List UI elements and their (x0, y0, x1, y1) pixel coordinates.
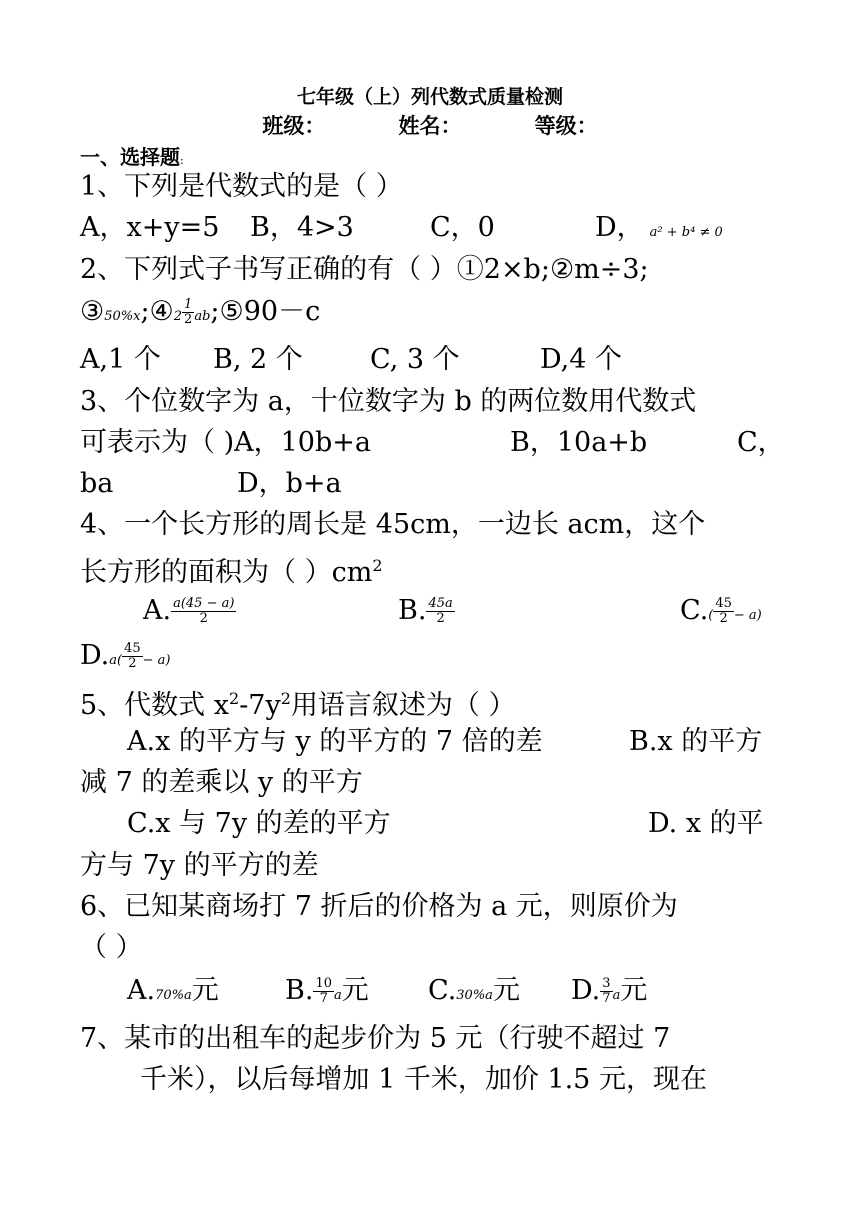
q1-option-d (595, 208, 723, 253)
q5-stem-b: -7y (239, 690, 281, 721)
q4-c-num: 45 (715, 596, 732, 611)
q5-option-c: C.x 与 7y 的差的平方 (127, 808, 391, 839)
q2-circle-3: ③ (80, 296, 105, 327)
q6-b-num: 10 (315, 976, 332, 991)
q4-option-b-frac (426, 597, 454, 626)
q6-option-b (285, 971, 369, 1016)
q4-option-a-frac (171, 597, 236, 626)
q6-d-label: D. (571, 975, 601, 1006)
q4-c-den: 2 (719, 611, 728, 626)
q4-line1: 4、一个长方形的周长是 45cm，一边长 acm，这个 (80, 509, 706, 540)
q4-d-den: 2 (128, 656, 137, 671)
q4-d-pre: a( (109, 653, 123, 668)
q1-option-a: A，x+y=5 (80, 212, 220, 243)
q6-line2: （ ） (80, 932, 143, 963)
q4-option-d-label: D. (80, 640, 110, 671)
page-title: 七年级（上）列代数式质量检测 (296, 86, 563, 108)
q2-option-d: D,4 个 (540, 344, 623, 375)
q6-d-frac (600, 977, 612, 1006)
q6-option-a (127, 971, 219, 1016)
q4-a-num: a(45 − a) (173, 596, 235, 611)
q7-line2: 千米），以后每增加 1 千米，加价 1.5 元，现在 (140, 1064, 707, 1095)
q5-option-d-cont: 方与 7y 的平方的差 (80, 850, 319, 881)
q5-sup2: 2 (280, 689, 291, 708)
q6-d-var: a (612, 988, 621, 1003)
q4-b-num: 45a (428, 596, 453, 611)
q4-option-a (143, 591, 236, 631)
q6-a-expr: 70%a (155, 988, 192, 1003)
q6-b-unit: 元 (341, 975, 369, 1006)
q6-option-c (428, 971, 520, 1016)
q2-percent-expr: 50%x (104, 309, 141, 324)
q4-option-b-label: B. (398, 595, 427, 626)
section-label: 一、选择题 (80, 145, 180, 169)
q6-d-den: 7 (602, 991, 611, 1006)
q4-c-pre: ( (708, 608, 714, 623)
q2-stem: 2、下列式子书写正确的有（ ）①2×b;②m÷3; (80, 254, 649, 285)
q4-option-a-label: A. (143, 595, 172, 626)
q1-option-b: B，4>3 (250, 212, 354, 243)
q7-line1: 7、某市的出租车的起步价为 5 元（行驶不超过 7 (80, 1023, 671, 1054)
q6-option-d (571, 971, 647, 1016)
section-colon: : (180, 154, 184, 167)
q4-line2 (80, 546, 383, 593)
q6-a-label: A. (127, 975, 156, 1006)
q1-stem: 1、下列是代数式的是（ ） (80, 171, 403, 202)
q4-option-d-frac (122, 642, 143, 671)
q1-option-c: C，0 (430, 212, 495, 243)
q5-stem-a: 5、代数式 x (80, 690, 229, 721)
q6-a-unit: 元 (191, 975, 219, 1006)
q2-option-b: B, 2 个 (213, 344, 303, 375)
q3-option-c-value: ba (80, 468, 114, 499)
q5-option-b: B.x 的平方 (629, 726, 763, 757)
q2-option-a: A,1 个 (80, 344, 161, 375)
q5-stem-c: 用语言叙述为（ ） (290, 690, 516, 721)
q2-mixed-fraction (182, 298, 194, 327)
q5-sup1: 2 (229, 689, 240, 708)
q4-c-post: − a) (733, 608, 762, 623)
q4-option-c-label: C. (680, 595, 709, 626)
q6-b-frac (313, 977, 334, 1006)
q6-c-expr: 30%a (456, 988, 493, 1003)
q4-sup: 2 (372, 556, 383, 575)
q2-mixed-whole: 2 (173, 309, 183, 324)
q4-b-den: 2 (436, 611, 445, 626)
q4-option-d (80, 636, 171, 681)
q6-b-var: a (333, 988, 342, 1003)
q2-circle-5: ;⑤90－c (210, 296, 321, 327)
q2-circle-4: ;④ (140, 296, 174, 327)
q6-c-unit: 元 (492, 975, 520, 1006)
q4-d-num: 45 (124, 641, 141, 656)
q1-option-d-expr: a² + b⁴ ≠ 0 (649, 225, 723, 240)
q5-option-b-cont: 减 7 的差乘以 y 的平方 (80, 767, 363, 798)
q4-option-c (680, 591, 762, 636)
q3-option-b: B，10a+b (510, 427, 648, 458)
q4-line2-text: 长方形的面积为（ ）cm (80, 557, 373, 588)
q5-option-d: D. x 的平 (648, 808, 764, 839)
q6-d-num: 3 (602, 976, 611, 991)
q4-option-c-frac (713, 597, 734, 626)
q2-mixed-var: ab (194, 309, 211, 324)
q3-option-c: C， (737, 427, 785, 458)
q5-option-a: A.x 的平方与 y 的平方的 7 倍的差 (127, 726, 543, 757)
q1-option-d-label: D， (595, 212, 644, 243)
q2-option-c: C, 3 个 (370, 344, 460, 375)
q6-b-label: B. (285, 975, 314, 1006)
header-fields: 班级： 姓名： 等级： (262, 113, 598, 138)
q6-c-label: C. (428, 975, 457, 1006)
q5-stem (80, 679, 516, 726)
q2-line2 (80, 292, 320, 337)
q3-line2-a: 可表示为（ )A，10b+a (80, 427, 371, 458)
q6-line1: 6、已知某商场打 7 折后的价格为 a 元，则原价为 (80, 891, 678, 922)
q2-mixed-den: 2 (184, 312, 193, 327)
q2-mixed-num: 1 (184, 297, 193, 312)
q4-a-den: 2 (199, 611, 208, 626)
q4-option-b (398, 591, 455, 631)
q3-option-d: D，b+a (237, 468, 342, 499)
q4-d-post: − a) (142, 653, 171, 668)
q3-line1: 3、个位数字为 a，十位数字为 b 的两位数用代数式 (80, 386, 697, 417)
q6-b-den: 7 (319, 991, 328, 1006)
q6-d-unit: 元 (620, 975, 648, 1006)
